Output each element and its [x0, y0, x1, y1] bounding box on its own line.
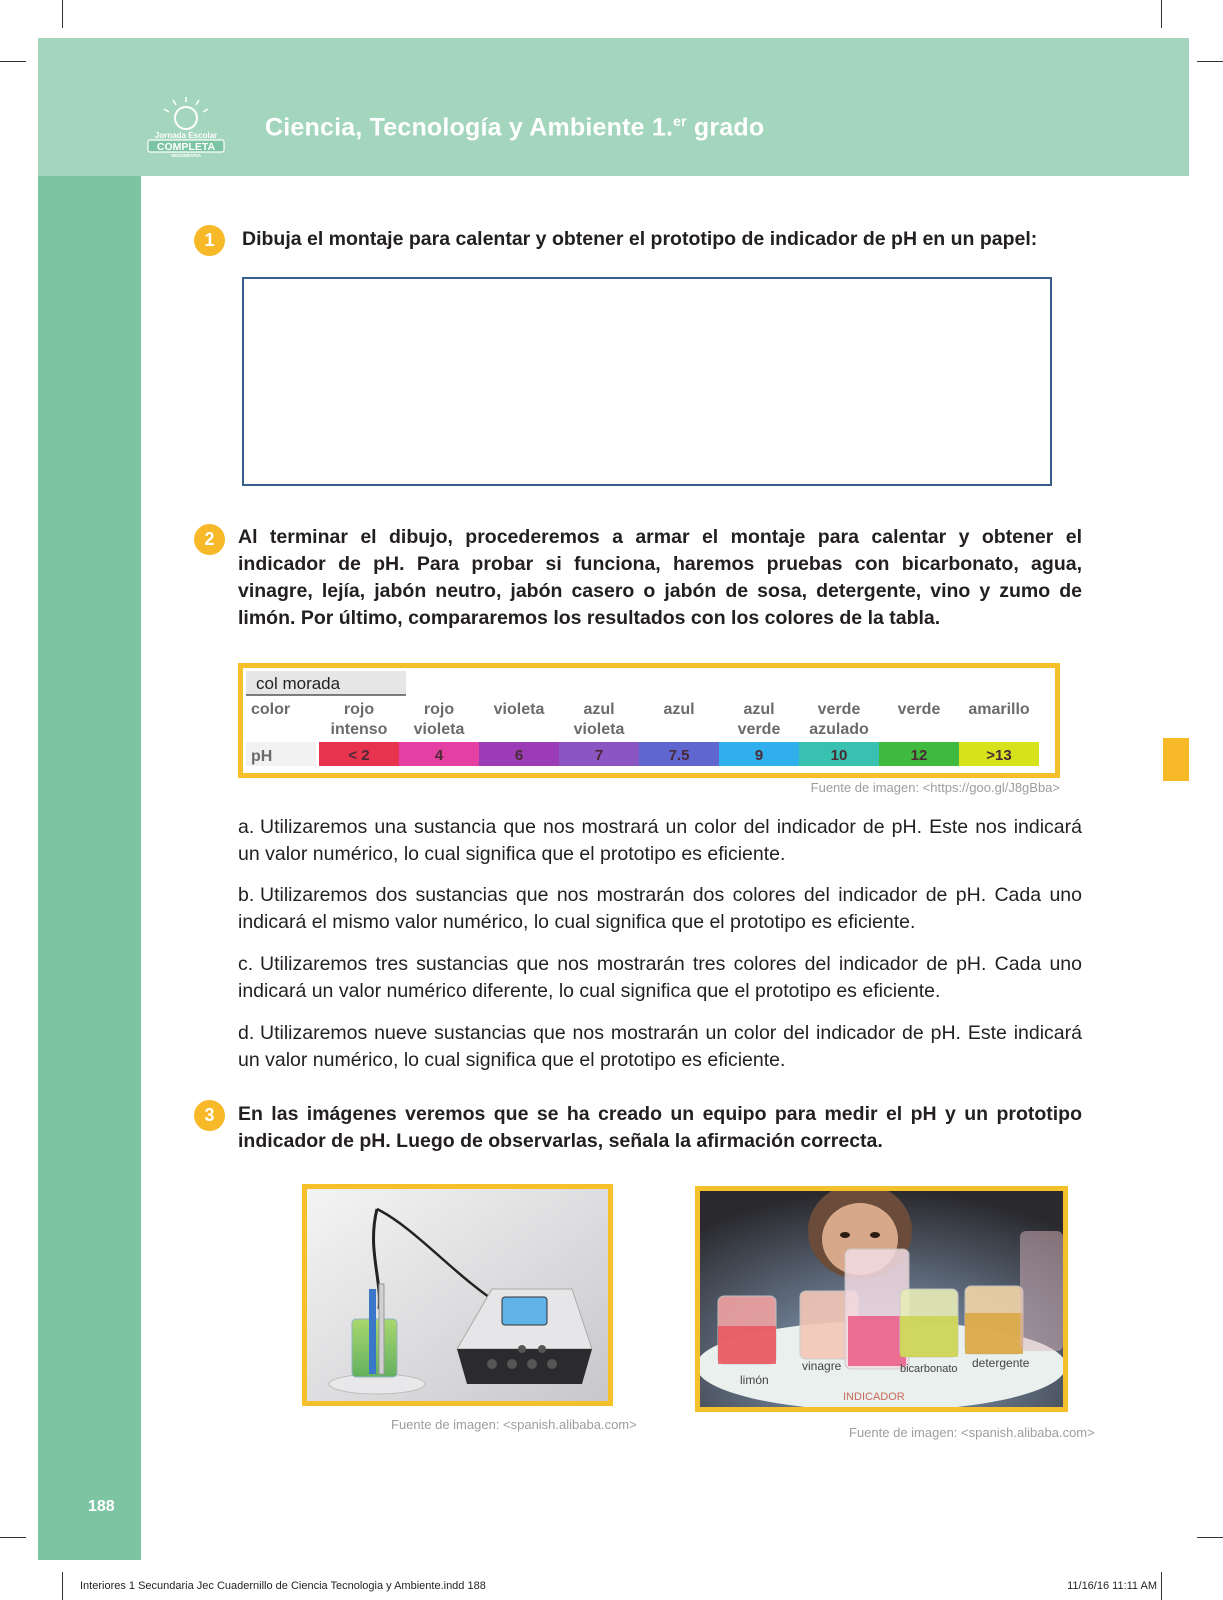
- color-name-line1: rojo: [343, 701, 375, 718]
- question-1-text: Dibuja el montaje para calentar y obtener el prototipo de indicador de pH en un papel:: [242, 228, 1038, 250]
- glass-label-vinagre: vinagre: [802, 1359, 842, 1373]
- jornada-escolar-logo: [142, 96, 230, 158]
- glass-label-indicador: INDICADOR: [843, 1391, 905, 1403]
- row-label-ph: pH: [251, 748, 273, 765]
- question-number-badge: 2: [194, 524, 225, 555]
- crop-mark: [0, 1537, 26, 1538]
- page-title: Ciencia, Tecnología y Ambiente 1.$^{er}$ grado: [265, 113, 765, 142]
- logo-text-top: Jornada Escolar: [154, 131, 218, 140]
- color-name-line1: violeta: [493, 701, 545, 718]
- color-name-line1: verde: [817, 701, 861, 718]
- footer-file-name: Interiores 1 Secundaria Jec Cuadernillo de Ciencia Tecnologia y Ambiente.indd 188: [80, 1580, 486, 1592]
- crop-mark: [0, 61, 26, 62]
- ph-value: < 2: [348, 747, 370, 764]
- color-name-line1: azul: [743, 701, 775, 718]
- color-name-line2: violeta: [413, 721, 465, 738]
- ph-meter-photo-source: Fuente de imagen: <spanish.alibaba.com>: [391, 1417, 637, 1432]
- color-name-line1: azul: [583, 701, 615, 718]
- table-heading: col morada: [256, 674, 341, 693]
- indicator-glasses-photo: [695, 1186, 1068, 1412]
- question-3-text: En las imágenes veremos que se ha creado un equipo para medir el pH y un prototipo indicador de pH. Luego de observarlas, señala la afirmación correcta.: [238, 1103, 1082, 1152]
- glass-label-detergente: detergente: [972, 1356, 1030, 1370]
- ph-value: 12: [910, 747, 928, 764]
- crop-mark: [1161, 1572, 1162, 1600]
- logo-text-bottom: SECUNDARIA: [170, 153, 202, 158]
- color-name-line1: rojo: [423, 701, 455, 718]
- ph-value: 9: [754, 747, 764, 764]
- crop-mark: [62, 1572, 63, 1600]
- ph-meter-photo: [302, 1184, 613, 1406]
- question-number-badge: 3: [194, 1100, 225, 1131]
- color-name-line1: amarillo: [968, 701, 1030, 718]
- answer-option-c[interactable]: c. Utilizaremos tres sustancias que nos mostrarán tres colores del indicador de pH. Cada uno indicará un valor numérico diferente, lo cual significa que el prototipo es eficiente.: [238, 953, 1082, 1002]
- glass-label-limon: limón: [740, 1373, 769, 1387]
- color-name-line2: azulado: [809, 721, 869, 738]
- page-number: 188: [88, 1498, 115, 1515]
- drawing-area[interactable]: [242, 277, 1052, 486]
- answer-option-d[interactable]: d. Utilizaremos nueve sustancias que nos mostrarán un color del indicador de pH. Este indicará un valor numérico, lo cual significa que el prototipo es eficiente.: [238, 1022, 1082, 1071]
- color-name-line2: intenso: [330, 721, 388, 738]
- crop-mark: [1161, 0, 1162, 28]
- color-name-line1: verde: [897, 701, 941, 718]
- color-name-line2: violeta: [573, 721, 625, 738]
- color-name-line2: verde: [737, 721, 781, 738]
- ph-value: 7.5: [668, 747, 690, 764]
- footer-date: 11/16/16 11:11 AM: [1067, 1580, 1157, 1592]
- ph-value: 7: [594, 747, 604, 764]
- ph-value: 4: [434, 747, 444, 764]
- left-sidebar-band: [38, 176, 141, 1560]
- row-label-color: color: [251, 701, 291, 718]
- indicator-photo-source: Fuente de imagen: <spanish.alibaba.com>: [849, 1425, 1095, 1440]
- answer-option-a[interactable]: a. Utilizaremos una sustancia que nos mostrará un color del indicador de pH. Este nos indicará un valor numérico, lo cual significa que el prototipo es eficiente.: [238, 816, 1082, 865]
- question-number-badge: 1: [194, 225, 225, 256]
- crop-mark: [62, 0, 63, 28]
- ph-value: 10: [830, 747, 848, 764]
- ph-table-source: Fuente de imagen: <https://goo.gl/J8gBba>: [810, 780, 1060, 795]
- crop-mark: [1197, 1537, 1223, 1538]
- question-2-text: Al terminar el dibujo, procederemos a armar el montaje para calentar y obtener el indicador de pH. Para probar si funciona, haremos pruebas con bicarbonato, agua, vinagre, lejía, jabón neutro, jabón casero o jabón de sosa, detergente, vino y zumo de limón. Por último, compararemos los resultados con los colores de la tabla.: [238, 526, 1082, 629]
- ph-value: >13: [986, 747, 1012, 764]
- logo-text-main: COMPLETA: [156, 141, 216, 153]
- chapter-tab: [1163, 738, 1189, 781]
- ph-color-table: [238, 663, 1060, 778]
- color-name-line1: azul: [663, 701, 695, 718]
- crop-mark: [1197, 61, 1223, 62]
- answer-option-b[interactable]: b. Utilizaremos dos sustancias que nos mostrarán dos colores del indicador de pH. Cada uno indicará el mismo valor numérico, lo cual significa que el prototipo es eficiente.: [238, 884, 1082, 933]
- glass-label-bicarbonato: bicarbonato: [900, 1363, 958, 1375]
- ph-value: 6: [514, 747, 524, 764]
